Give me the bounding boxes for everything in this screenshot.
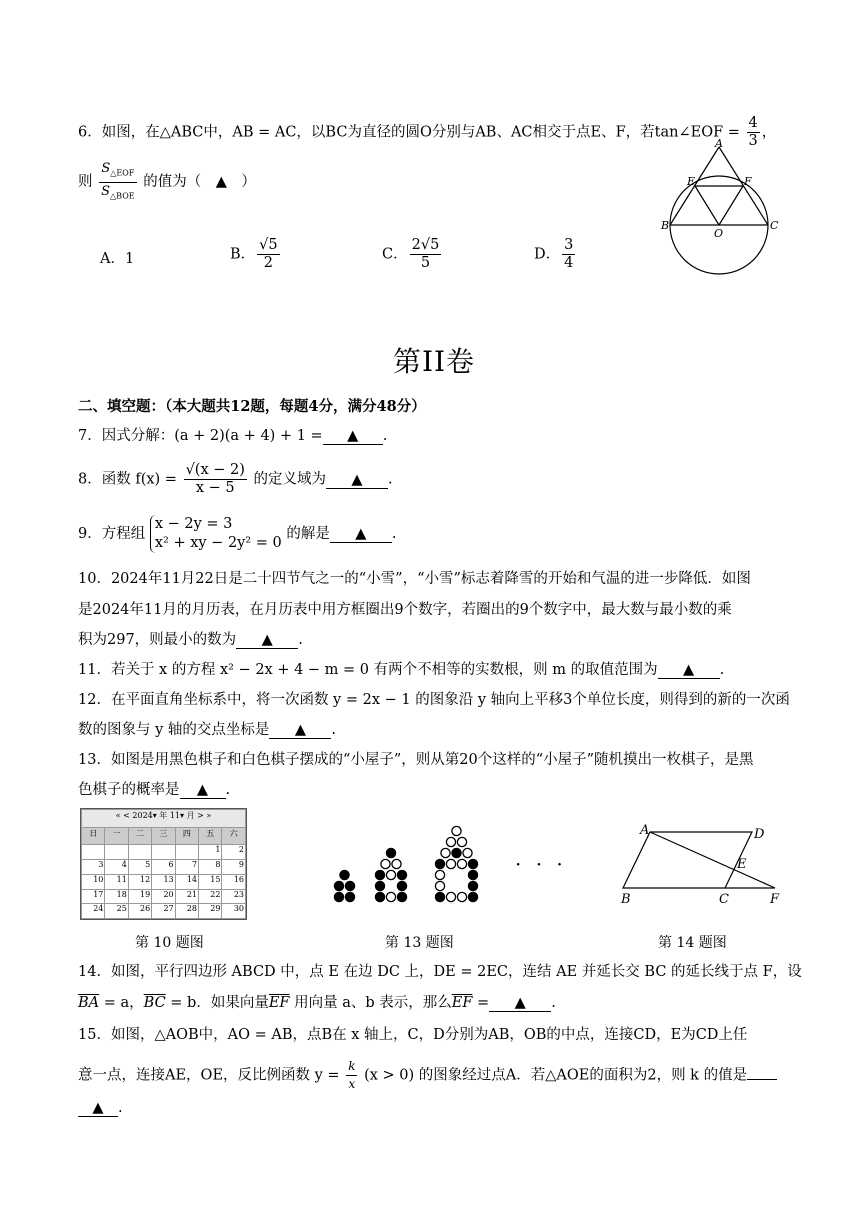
calendar-weekdays: 日 一 二 三 四 五 六 (82, 827, 246, 845)
q14-label-b: B (621, 892, 631, 907)
q15-blank-tail (747, 1079, 777, 1080)
q9: 9．方程组 x − 2y = 3 x² + xy − 2y² = 0 的解是 ▲ . (78, 516, 397, 551)
white-stone (435, 881, 444, 890)
white-stone (386, 870, 395, 879)
white-stone (457, 859, 466, 868)
q13-answer-blank[interactable]: ▲ (180, 782, 226, 799)
black-stone (397, 881, 406, 890)
q14-label-e: E (737, 857, 747, 872)
q10-line3: 积为297，则最小的数为 ▲ . (78, 632, 303, 648)
q14-label-d: D (754, 827, 765, 842)
black-stone (340, 870, 349, 879)
q14-label-c: C (719, 892, 729, 907)
q14-label-f: F (770, 892, 780, 907)
black-stone (397, 892, 406, 901)
q15-line3: ▲ . (78, 1098, 123, 1118)
white-stone (392, 859, 401, 868)
white-stone (463, 848, 472, 857)
black-stone (397, 870, 406, 879)
q6-segment-eo (695, 186, 719, 225)
black-stone (334, 892, 343, 901)
q14-line2: $\overline{BA} = a$，$\overline{BC} = b$．如果向量$\overline{EF}$ 用向量 a、b 表示，那么$\overline{EF}$ = ▲ . (78, 995, 556, 1011)
q15-line1: 15．如图，△AOB中，AO = AB，点B在 x 轴上，C，D分别为AB，OB的中点，连接CD，E为CD上任 (78, 1027, 748, 1043)
black-stone (435, 892, 444, 901)
q6-option-c[interactable]: C． $\frac{2√5}{5}$ (382, 237, 440, 271)
white-stone (446, 837, 455, 846)
q10-line2: 是2024年11月的月历表，在月历表中用方框圈出9个数字，若圈出的9个数字中，最大数与最小数的乘 (78, 602, 732, 618)
black-stone (468, 892, 477, 901)
q12-line1: 12．在平面直角坐标系中，将一次函数 y = 2x − 1 的图象沿 y 轴向上平移3个单位长度，则得到的新的一次函 (78, 692, 790, 708)
q13-line2: 色棋子的概率是 ▲ . (78, 782, 231, 798)
black-stone (334, 881, 343, 890)
q6-figure (660, 135, 780, 275)
q6-label-b: B (661, 219, 670, 232)
q15-answer-blank[interactable]: ▲ (78, 1100, 118, 1117)
q6-label-f: F (744, 175, 752, 188)
black-stone (468, 881, 477, 890)
white-stone (381, 859, 390, 868)
calendar-row: 1 2 (82, 845, 246, 860)
q9-answer-blank[interactable]: ▲ (330, 526, 392, 543)
q6-tan-fraction: $\frac{4}{3}$ (748, 115, 758, 149)
white-stone (457, 892, 466, 901)
black-stone (345, 892, 354, 901)
calendar-row: 10 11 12 13 14 15 16 (82, 874, 246, 889)
caption-q14: 第 14 题图 (658, 935, 727, 951)
q6-segment-fo (719, 186, 743, 225)
q6-stem: 6．如图，在△ABC中，AB = AC，以BC为直径的圆O分别与AB、AC相交于点E、F，若tan∠EOF = $\frac{4}{3}$ ， (78, 115, 777, 149)
q14-parallelogram (623, 832, 752, 888)
black-stone (375, 892, 384, 901)
white-stone (446, 892, 455, 901)
white-stone (441, 848, 450, 857)
q10-calendar-figure (80, 808, 247, 920)
q14-label-a: A (640, 823, 650, 838)
q14-line1: 14．如图，平行四边形 ABCD 中，点 E 在边 DC 上，DE = 2EC，连结 AE 并延长交 BC 的延长线于点 F，设 (78, 964, 802, 980)
q6-label-o: O (714, 227, 724, 240)
q11-answer-blank[interactable]: ▲ (658, 662, 720, 679)
q14-figure (615, 818, 790, 913)
q12-answer-blank[interactable]: ▲ (269, 722, 331, 739)
q15-fraction: $\frac{k}{x}$ (348, 1059, 356, 1091)
q6-ratio-line: 则 $\frac{S_{\triangle EOF}}{S_{\triangle BOE}}$ 的值为（ ▲ ） (78, 160, 256, 204)
q6-text: 6．如图，在△ABC中，AB = AC，以BC为直径的圆O分别与AB、AC相交于点E、F，若tan∠EOF = (78, 124, 740, 141)
black-stone (435, 859, 444, 868)
q6-ratio-fraction: $\frac{S_{\triangle EOF}}{S_{\triangle BOE}}$ (101, 161, 135, 201)
black-stone (452, 848, 461, 857)
q6-option-b[interactable]: B． $\frac{√5}{2}$ (230, 237, 278, 271)
q9-system: x − 2y = 3 x² + xy − 2y² = 0 (150, 515, 282, 553)
white-stone (386, 892, 395, 901)
q7-answer-blank[interactable]: ▲ (323, 428, 383, 445)
q10-answer-blank[interactable]: ▲ (236, 632, 298, 649)
black-stone (386, 848, 395, 857)
q13-ellipsis: · · · (515, 852, 567, 876)
caption-q13: 第 13 题图 (385, 935, 454, 951)
q7: 7．因式分解：(a + 2)(a + 4) + 1 = ▲ . (78, 428, 388, 444)
q8: 8．函数 f(x) = $\frac{√(x - 2)}{x - 5}$ 的定义域为 ▲ . (78, 462, 393, 496)
calendar-row: 3 4 5 6 7 8 9 (82, 860, 246, 875)
q11: 11．若关于 x 的方程 x² − 2x + 4 − m = 0 有两个不相等的实数根，则 m 的取值范围为 ▲ . (78, 662, 725, 678)
black-stone (375, 881, 384, 890)
white-stone (457, 837, 466, 846)
q6-option-d[interactable]: D． $\frac{3}{4}$ (534, 237, 574, 271)
q13-line1: 13．如图是用黑色棋子和白色棋子摆成的“小屋子”，则从第20个这样的“小屋子”随机摸出一枚棋子，是黑 (78, 752, 754, 768)
section-title: 第II卷 (392, 345, 476, 378)
q15-line2: 意一点，连接AE，OE，反比例函数 y = $\frac{k}{x}$ (x > 0) 的图象经过点A．若△AOE的面积为2，则 k 的值是 (78, 1058, 777, 1093)
calendar-row: 24 25 26 27 28 29 30 (82, 904, 246, 919)
q14-answer-blank[interactable]: ▲ (489, 995, 551, 1012)
q8-answer-blank[interactable]: ▲ (326, 472, 388, 489)
section2-heading: 二、填空题：（本大题共12题，每题4分，满分48分） (78, 398, 426, 415)
white-stone (446, 859, 455, 868)
white-stone (452, 826, 461, 835)
q6-label-a: A (715, 137, 723, 150)
calendar-nav: « < 2024▾ 年 11▾ 月 > » (82, 810, 246, 828)
black-stone (468, 870, 477, 879)
black-stone (468, 859, 477, 868)
q12-line2: 数的图象与 y 轴的交点坐标是 ▲ . (78, 722, 337, 738)
q6-option-a[interactable]: A．1 (100, 251, 135, 267)
black-stone (375, 870, 384, 879)
q8-fraction: $\frac{√(x - 2)}{x - 5}$ (185, 462, 245, 496)
caption-q10: 第 10 题图 (135, 935, 204, 951)
q6-label-c: C (770, 219, 779, 232)
white-stone (435, 870, 444, 879)
calendar-row: 17 18 19 20 21 22 23 (82, 889, 246, 904)
q6-label-e: E (687, 175, 696, 188)
q10-line1: 10．2024年11月22日是二十四节气之一的“小雪”，“小雪”标志着降雪的开始和气温的进一步降低．如图 (78, 571, 751, 587)
black-stone (345, 881, 354, 890)
